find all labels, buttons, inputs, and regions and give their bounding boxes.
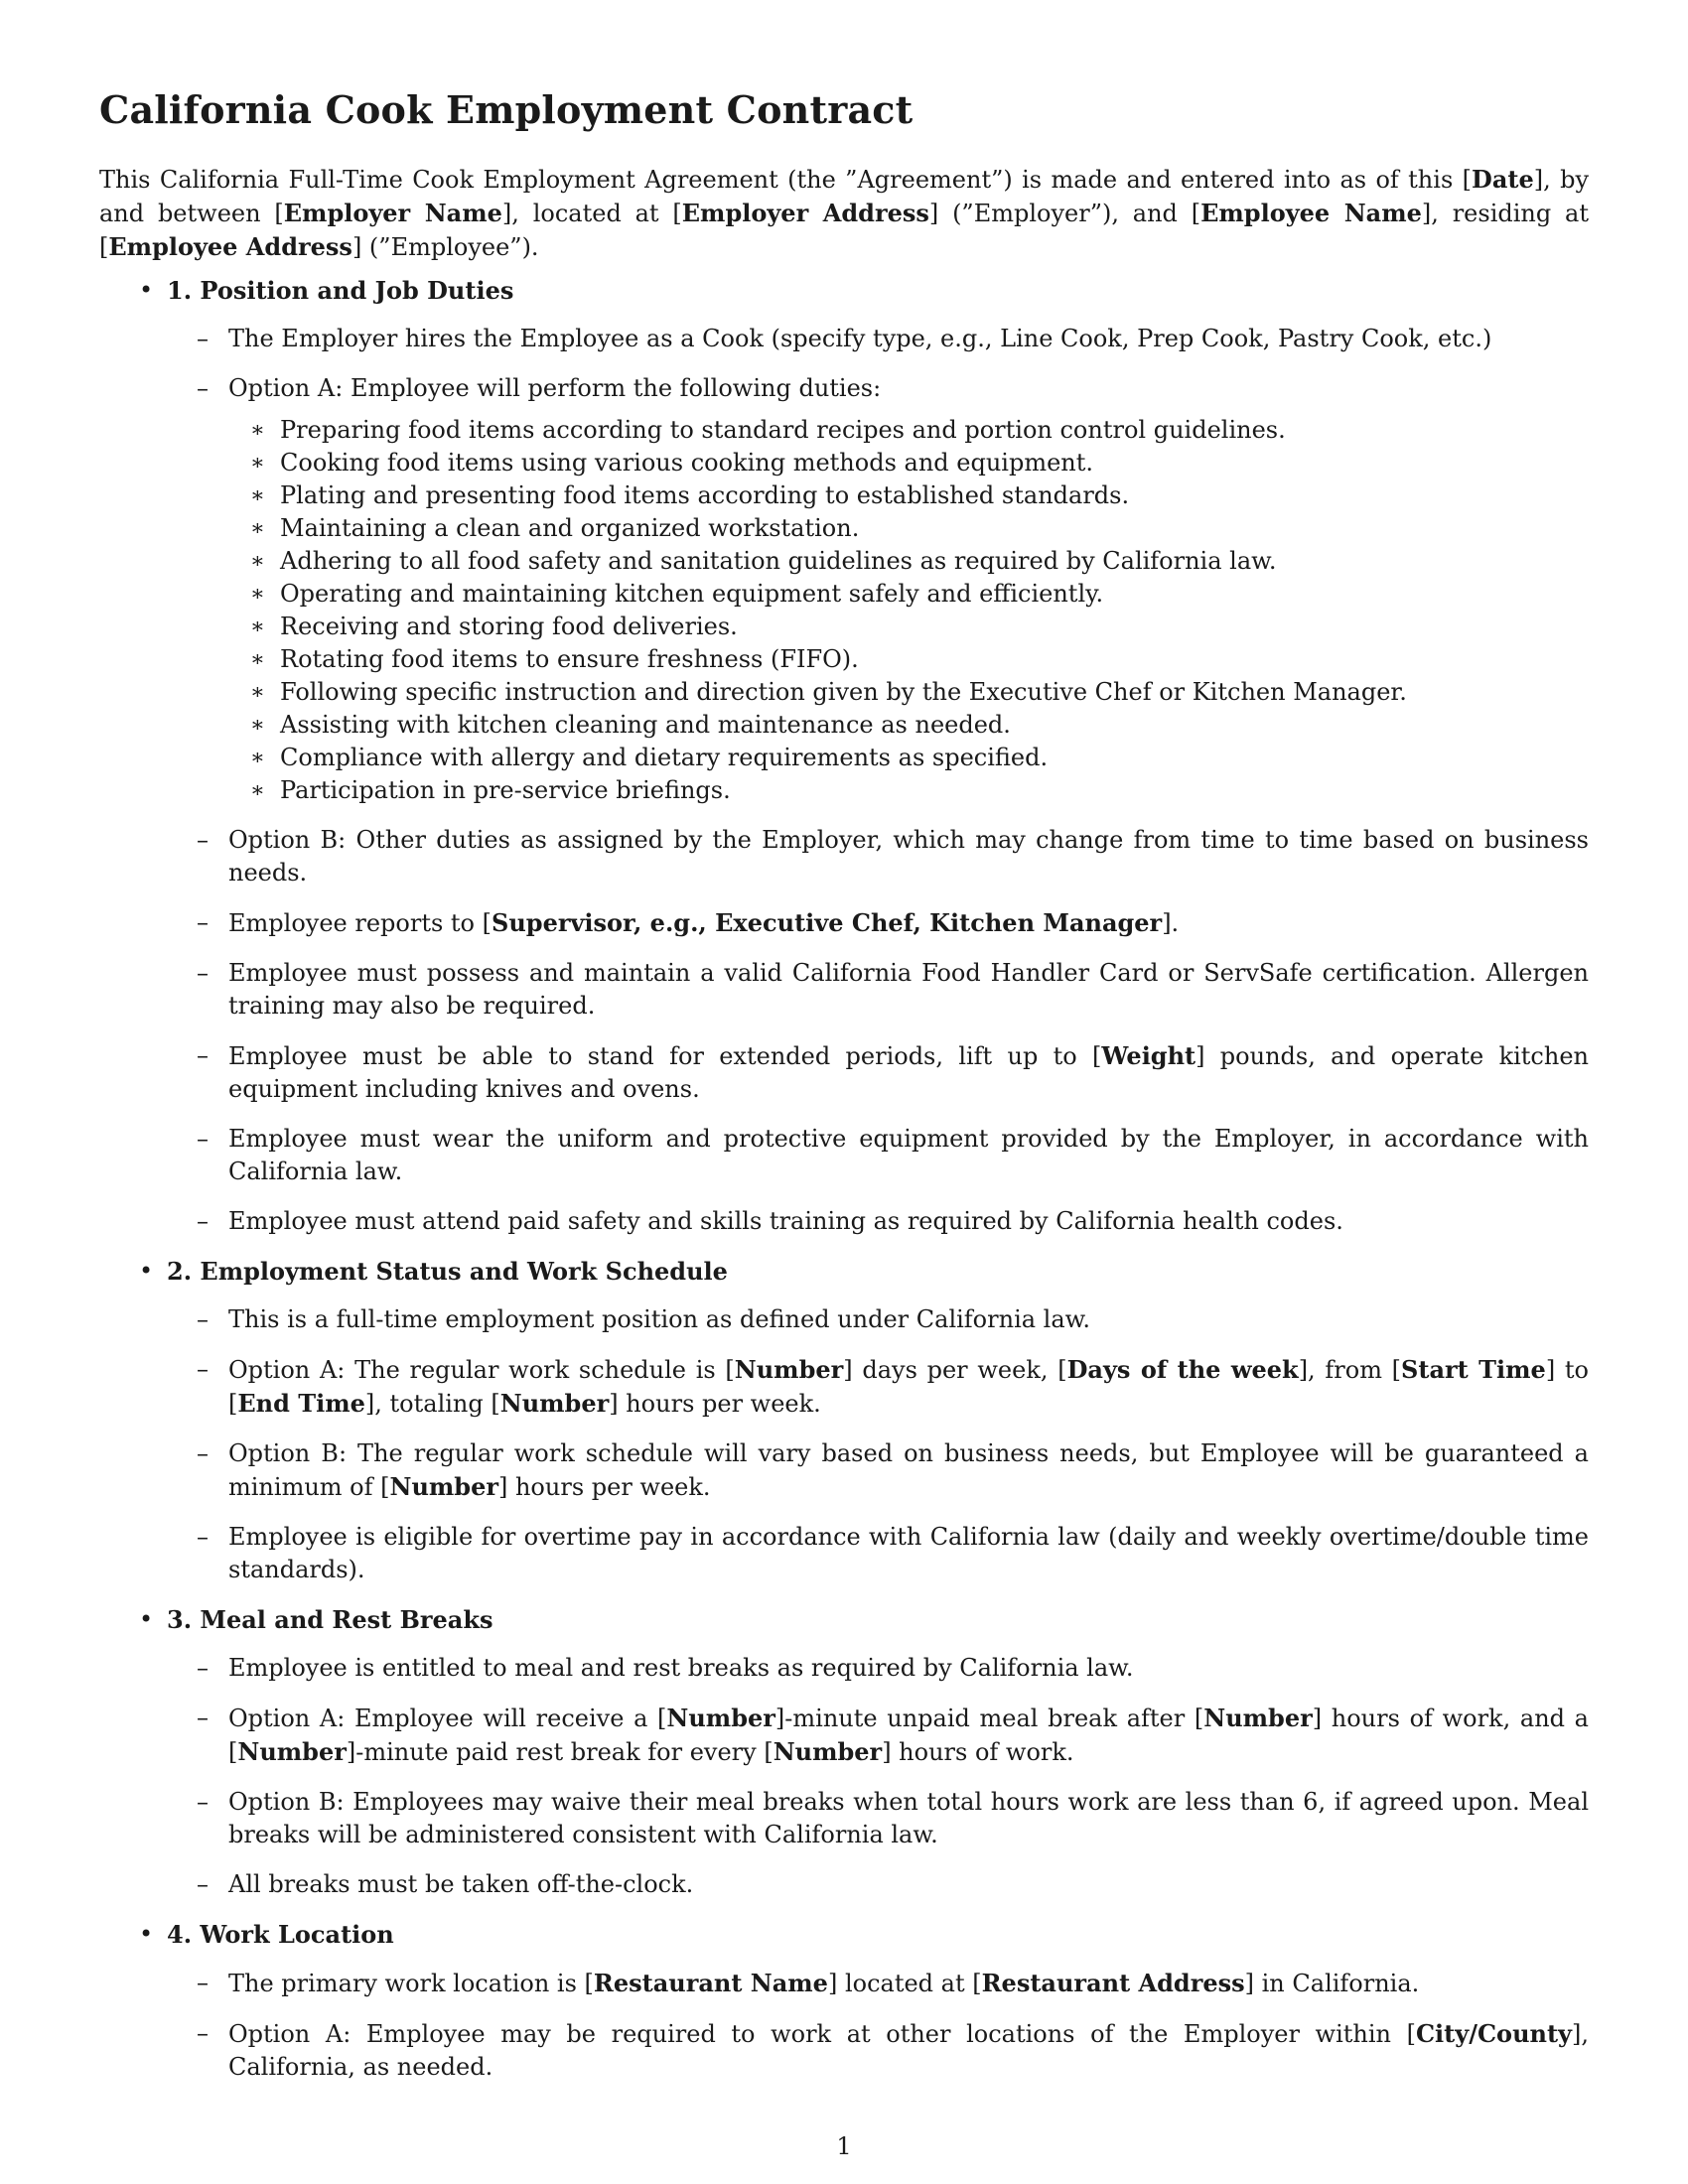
document-title: California Cook Employment Contract — [99, 87, 914, 132]
section-work-location — [0, 1918, 1688, 2084]
section-meal-rest-breaks — [0, 1603, 1688, 1901]
section-heading: • 2. Employment Status and Work Schedule — [139, 1257, 728, 1286]
dash-icon: – — [197, 374, 209, 402]
section-employment-status — [0, 1255, 1688, 1586]
section-heading: • 4. Work Location — [139, 1920, 394, 1949]
dash-icon: – — [197, 1788, 209, 1816]
dash-icon: – — [197, 1439, 209, 1467]
dash-icon: – — [197, 1207, 209, 1235]
bullet-icon: • — [139, 276, 154, 304]
employer-address-field: Employer Address — [681, 199, 929, 227]
dash-icon: – — [197, 1704, 209, 1731]
restaurant-address-field: Restaurant Address — [981, 1969, 1245, 1997]
duty-item: ∗ Plating and presenting food items according to established standards. — [0, 479, 1688, 512]
dash-icon: – — [197, 1125, 209, 1153]
asterisk-icon: ∗ — [250, 680, 265, 705]
duties-list — [0, 414, 1688, 807]
list-item: – Employee is entitled to meal and rest breaks as required by California law. — [0, 1652, 1589, 1685]
hours-number-field: Number — [499, 1389, 610, 1418]
list-item: – Employee reports to [Supervisor, e.g., Executive Chef, Kitchen Manager]. — [197, 908, 1180, 937]
asterisk-icon: ∗ — [250, 483, 265, 508]
dash-icon: – — [197, 1870, 209, 1898]
duty-item: ∗ Operating and maintaining kitchen equipment safely and efficiently. — [0, 578, 1688, 611]
days-number-field: Number — [734, 1355, 844, 1384]
meal-minutes-field: Number — [666, 1704, 775, 1732]
list-item: – Option B: Other duties as assigned by the Employer, which may change from time to time based on business needs. — [197, 826, 1589, 887]
list-item: – Option A: The regular work schedule is [Number] days per week, [Days of the week], from [Start Time] to [End Time], totaling [Number] hours per week. — [197, 1355, 1589, 1418]
bullet-icon: • — [139, 1257, 154, 1285]
meal-hours-field: Number — [1203, 1704, 1313, 1732]
asterisk-icon: ∗ — [250, 614, 265, 639]
dash-icon: – — [197, 1305, 209, 1333]
dash-icon: – — [197, 1969, 209, 1996]
section-heading: • 3. Meal and Rest Breaks — [139, 1605, 493, 1634]
section-heading: • 1. Position and Job Duties — [139, 276, 514, 305]
duty-item: ∗ Following specific instruction and direction given by the Executive Chef or Kitchen Manager. — [0, 676, 1688, 709]
duty-item: ∗ Adhering to all food safety and sanitation guidelines as required by California law. — [0, 545, 1688, 578]
list-item: – Option A: Employee may be required to work at other locations of the Employer within [City/County], California, as needed. — [197, 2019, 1589, 2081]
start-time-field: Start Time — [1401, 1355, 1546, 1384]
contract-sections — [0, 274, 1688, 2101]
city-county-field: City/County — [1415, 2019, 1572, 2048]
employer-name-field: Employer Name — [283, 199, 502, 227]
duty-item: ∗ Cooking food items using various cooking methods and equipment. — [0, 447, 1688, 479]
asterisk-icon: ∗ — [250, 647, 265, 672]
list-item: – All breaks must be taken off-the-clock. — [0, 1868, 1589, 1901]
dash-icon: – — [197, 1523, 209, 1551]
rest-hours-field: Number — [773, 1737, 883, 1766]
rest-minutes-field: Number — [237, 1737, 347, 1766]
end-time-field: End Time — [237, 1389, 365, 1418]
duty-item: ∗ Assisting with kitchen cleaning and maintenance as needed. — [0, 709, 1688, 742]
page-number: 1 — [836, 2132, 852, 2160]
bullet-icon: • — [139, 1605, 154, 1633]
asterisk-icon: ∗ — [250, 418, 265, 443]
duty-item: ∗ Maintaining a clean and organized workstation. — [0, 512, 1688, 545]
asterisk-icon: ∗ — [250, 582, 265, 607]
list-item: – Employee must be able to stand for extended periods, lift up to [Weight] pounds, and operate kitchen equipment including knives and ovens. — [197, 1041, 1589, 1103]
supervisor-field: Supervisor, e.g., Executive Chef, Kitchen Manager — [492, 908, 1163, 937]
minimum-hours-field: Number — [389, 1472, 498, 1501]
asterisk-icon: ∗ — [250, 451, 265, 476]
list-item: – Employee must attend paid safety and skills training as required by California health codes. — [0, 1205, 1589, 1238]
weight-field: Weight — [1101, 1041, 1196, 1070]
restaurant-name-field: Restaurant Name — [593, 1969, 828, 1997]
duty-item: ∗ Compliance with allergy and dietary requirements as specified. — [0, 742, 1688, 774]
days-of-week-field: Days of the week — [1066, 1355, 1299, 1384]
dash-icon: – — [197, 1654, 209, 1682]
list-item: – The primary work location is [Restaurant Name] located at [Restaurant Address] in California. — [197, 1969, 1420, 1997]
duty-item: ∗ Preparing food items according to standard recipes and portion control guidelines. — [0, 414, 1688, 447]
asterisk-icon: ∗ — [250, 778, 265, 803]
dash-icon: – — [197, 959, 209, 987]
asterisk-icon: ∗ — [250, 516, 265, 541]
employee-name-field: Employee Name — [1200, 199, 1422, 227]
list-item: – Option B: The regular work schedule will vary based on business needs, but Employee will be guaranteed a minimum of [Number] hours per week. — [197, 1439, 1589, 1501]
list-item: – Employee must wear the uniform and protective equipment provided by the Employer, in accordance with California law. — [197, 1125, 1589, 1185]
list-item: – Option A: Employee will perform the following duties: — [0, 372, 1589, 405]
asterisk-icon: ∗ — [250, 746, 265, 770]
list-item: – Employee must possess and maintain a valid California Food Handler Card or ServSafe certification. Allergen training may also be required. — [197, 959, 1589, 1020]
dash-icon: – — [197, 1355, 209, 1383]
duty-item: ∗ Participation in pre-service briefings. — [0, 774, 1688, 807]
duty-item: ∗ Receiving and storing food deliveries. — [0, 611, 1688, 643]
section-position-duties — [0, 274, 1688, 1238]
list-item: – The Employer hires the Employee as a Cook (specify type, e.g., Line Cook, Prep Cook, Pastry Cook, etc.) — [0, 323, 1589, 355]
duty-item: ∗ Rotating food items to ensure freshness (FIFO). — [0, 643, 1688, 676]
bullet-icon: • — [139, 1920, 154, 1948]
dash-icon: – — [197, 2019, 209, 2047]
asterisk-icon: ∗ — [250, 713, 265, 738]
intro-paragraph: This California Full-Time Cook Employment Agreement (the ”Agreement”) is made and entered into as of this [Date], by and between [Employer Name], located at [Employer Address] (”Employer”), and [Employee Name], residing at [Employee Address] (”Employee”). — [99, 165, 1590, 261]
employee-address-field: Employee Address — [108, 232, 352, 261]
asterisk-icon: ∗ — [250, 549, 265, 574]
dash-icon: – — [197, 908, 209, 936]
list-item: – This is a full-time employment position as defined under California law. — [0, 1303, 1589, 1336]
dash-icon: – — [197, 325, 209, 352]
dash-icon: – — [197, 826, 209, 854]
date-field: Date — [1472, 165, 1534, 194]
list-item: – Option B: Employees may waive their meal breaks when total hours work are less than 6, if agreed upon. Meal breaks will be administered consistent with California law. — [197, 1788, 1589, 1848]
list-item: – Employee is eligible for overtime pay in accordance with California law (daily and weekly overtime/double time standards). — [197, 1523, 1589, 1583]
dash-icon: – — [197, 1041, 209, 1069]
list-item: – Option A: Employee will receive a [Number]-minute unpaid meal break after [Number] hours of work, and a [Number]-minute paid rest break for every [Number] hours of work. — [197, 1704, 1589, 1766]
